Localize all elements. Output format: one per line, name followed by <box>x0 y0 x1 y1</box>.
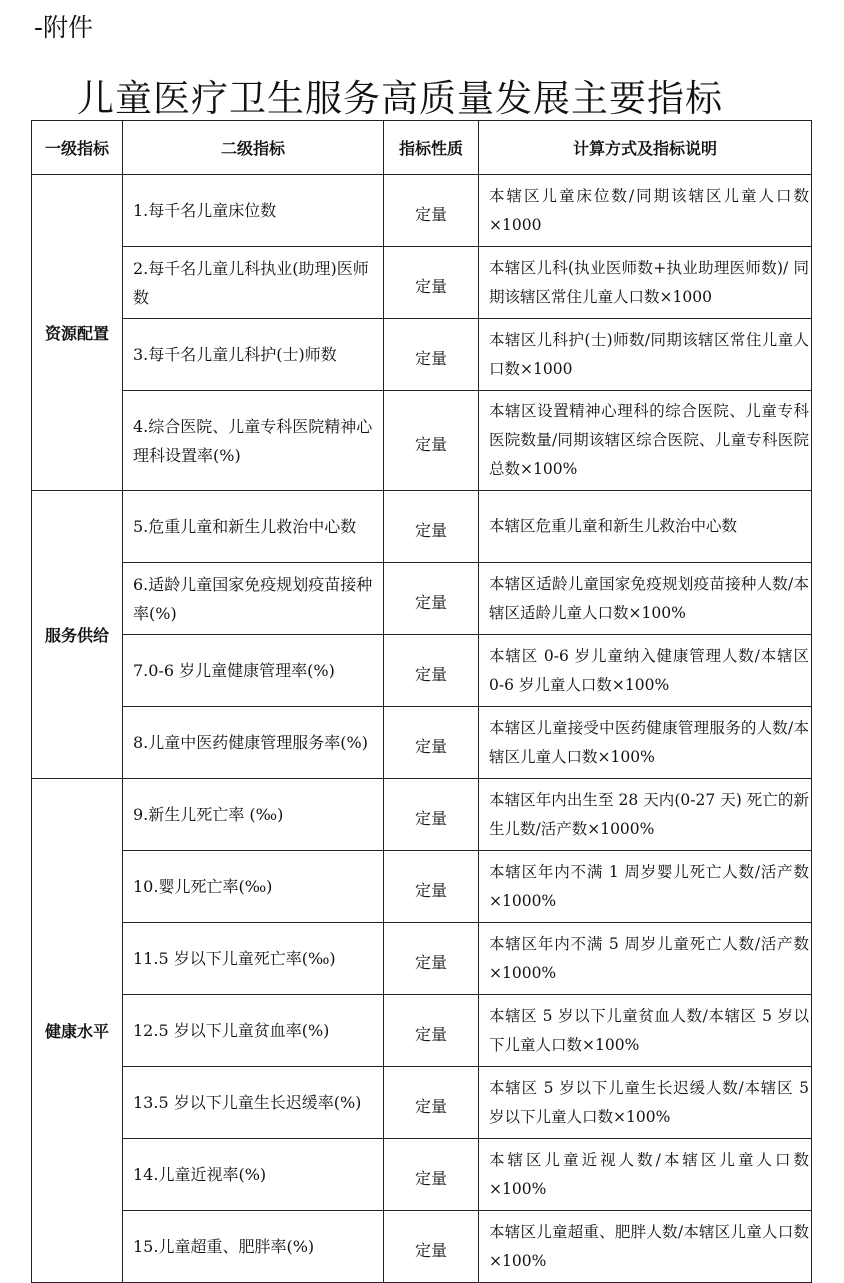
indicator-description: 本辖区危重儿童和新生儿救治中心数 <box>479 491 812 563</box>
page-title: 儿童医疗卫生服务高质量发展主要指标 <box>77 77 723 120</box>
indicator-table <box>31 120 812 1283</box>
indicator-name: 13.5 岁以下儿童生长迟缓率(%) <box>123 1067 384 1139</box>
indicator-nature: 定量 <box>384 391 479 491</box>
indicator-nature: 定量 <box>384 319 479 391</box>
indicator-description: 本辖区儿科(执业医师数+执业助理医师数)/ 同期该辖区常住儿童人口数×1000 <box>479 247 812 319</box>
indicator-name: 9.新生儿死亡率 (‰) <box>123 779 384 851</box>
indicator-nature: 定量 <box>384 563 479 635</box>
indicator-description: 本辖区设置精神心理科的综合医院、儿童专科医院数量/同期该辖区综合医院、儿童专科医院总数×100% <box>479 391 812 491</box>
table-row <box>32 1211 812 1283</box>
indicator-description: 本辖区年内不满 1 周岁婴儿死亡人数/活产数×1000% <box>479 851 812 923</box>
indicator-nature: 定量 <box>384 1067 479 1139</box>
indicator-name: 8.儿童中医药健康管理服务率(%) <box>123 707 384 779</box>
indicator-description: 本辖区儿童超重、肥胖人数/本辖区儿童人口数×100% <box>479 1211 812 1283</box>
indicator-nature: 定量 <box>384 175 479 247</box>
indicator-name: 10.婴儿死亡率(‰) <box>123 851 384 923</box>
indicator-nature: 定量 <box>384 995 479 1067</box>
indicator-nature: 定量 <box>384 707 479 779</box>
indicator-nature: 定量 <box>384 1139 479 1211</box>
header-nature: 指标性质 <box>384 121 479 175</box>
indicator-description: 本辖区年内不满 5 周岁儿童死亡人数/活产数×1000% <box>479 923 812 995</box>
attachment-label: -附件 <box>34 13 94 42</box>
table-row <box>32 1139 812 1211</box>
indicator-nature: 定量 <box>384 851 479 923</box>
indicator-nature: 定量 <box>384 923 479 995</box>
indicator-name: 5.危重儿童和新生儿救治中心数 <box>123 491 384 563</box>
table-row <box>32 851 812 923</box>
indicator-nature: 定量 <box>384 779 479 851</box>
category-health: 健康水平 <box>32 779 123 1283</box>
indicator-name: 2.每千名儿童儿科执业(助理)医师数 <box>123 247 384 319</box>
table-row <box>32 923 812 995</box>
indicator-nature: 定量 <box>384 635 479 707</box>
indicator-description: 本辖区儿童床位数/同期该辖区儿童人口数×1000 <box>479 175 812 247</box>
table-row <box>32 635 812 707</box>
indicator-description: 本辖区 5 岁以下儿童生长迟缓人数/本辖区 5 岁以下儿童人口数×100% <box>479 1067 812 1139</box>
table-row <box>32 1067 812 1139</box>
indicator-description: 本辖区儿童近视人数/本辖区儿童人口数×100% <box>479 1139 812 1211</box>
indicator-nature: 定量 <box>384 491 479 563</box>
indicator-nature: 定量 <box>384 247 479 319</box>
table-row <box>32 247 812 319</box>
table-row <box>32 391 812 491</box>
indicator-name: 6.适龄儿童国家免疫规划疫苗接种率(%) <box>123 563 384 635</box>
indicator-name: 4.综合医院、儿童专科医院精神心理科设置率(%) <box>123 391 384 491</box>
header-level1: 一级指标 <box>32 121 123 175</box>
category-service: 服务供给 <box>32 491 123 779</box>
indicator-name: 3.每千名儿童儿科护(士)师数 <box>123 319 384 391</box>
indicator-name: 15.儿童超重、肥胖率(%) <box>123 1211 384 1283</box>
table-row <box>32 319 812 391</box>
table-row <box>32 707 812 779</box>
indicator-name: 12.5 岁以下儿童贫血率(%) <box>123 995 384 1067</box>
indicator-description: 本辖区 5 岁以下儿童贫血人数/本辖区 5 岁以下儿童人口数×100% <box>479 995 812 1067</box>
indicator-description: 本辖区适龄儿童国家免疫规划疫苗接种人数/本辖区适龄儿童人口数×100% <box>479 563 812 635</box>
header-level2: 二级指标 <box>123 121 384 175</box>
table-row <box>32 491 812 563</box>
indicator-name: 7.0-6 岁儿童健康管理率(%) <box>123 635 384 707</box>
indicator-nature: 定量 <box>384 1211 479 1283</box>
table-header-row <box>32 121 812 175</box>
indicator-name: 14.儿童近视率(%) <box>123 1139 384 1211</box>
category-resource: 资源配置 <box>32 175 123 491</box>
indicator-description: 本辖区年内出生至 28 天内(0-27 天) 死亡的新生儿数/活产数×1000% <box>479 779 812 851</box>
table-row <box>32 175 812 247</box>
indicator-name: 11.5 岁以下儿童死亡率(‰) <box>123 923 384 995</box>
indicator-name: 1.每千名儿童床位数 <box>123 175 384 247</box>
header-description: 计算方式及指标说明 <box>479 121 812 175</box>
table-row <box>32 995 812 1067</box>
indicator-description: 本辖区 0-6 岁儿童纳入健康管理人数/本辖区 0-6 岁儿童人口数×100% <box>479 635 812 707</box>
table-row <box>32 563 812 635</box>
table-row <box>32 779 812 851</box>
indicator-description: 本辖区儿童接受中医药健康管理服务的人数/本辖区儿童人口数×100% <box>479 707 812 779</box>
indicator-description: 本辖区儿科护(士)师数/同期该辖区常住儿童人口数×1000 <box>479 319 812 391</box>
